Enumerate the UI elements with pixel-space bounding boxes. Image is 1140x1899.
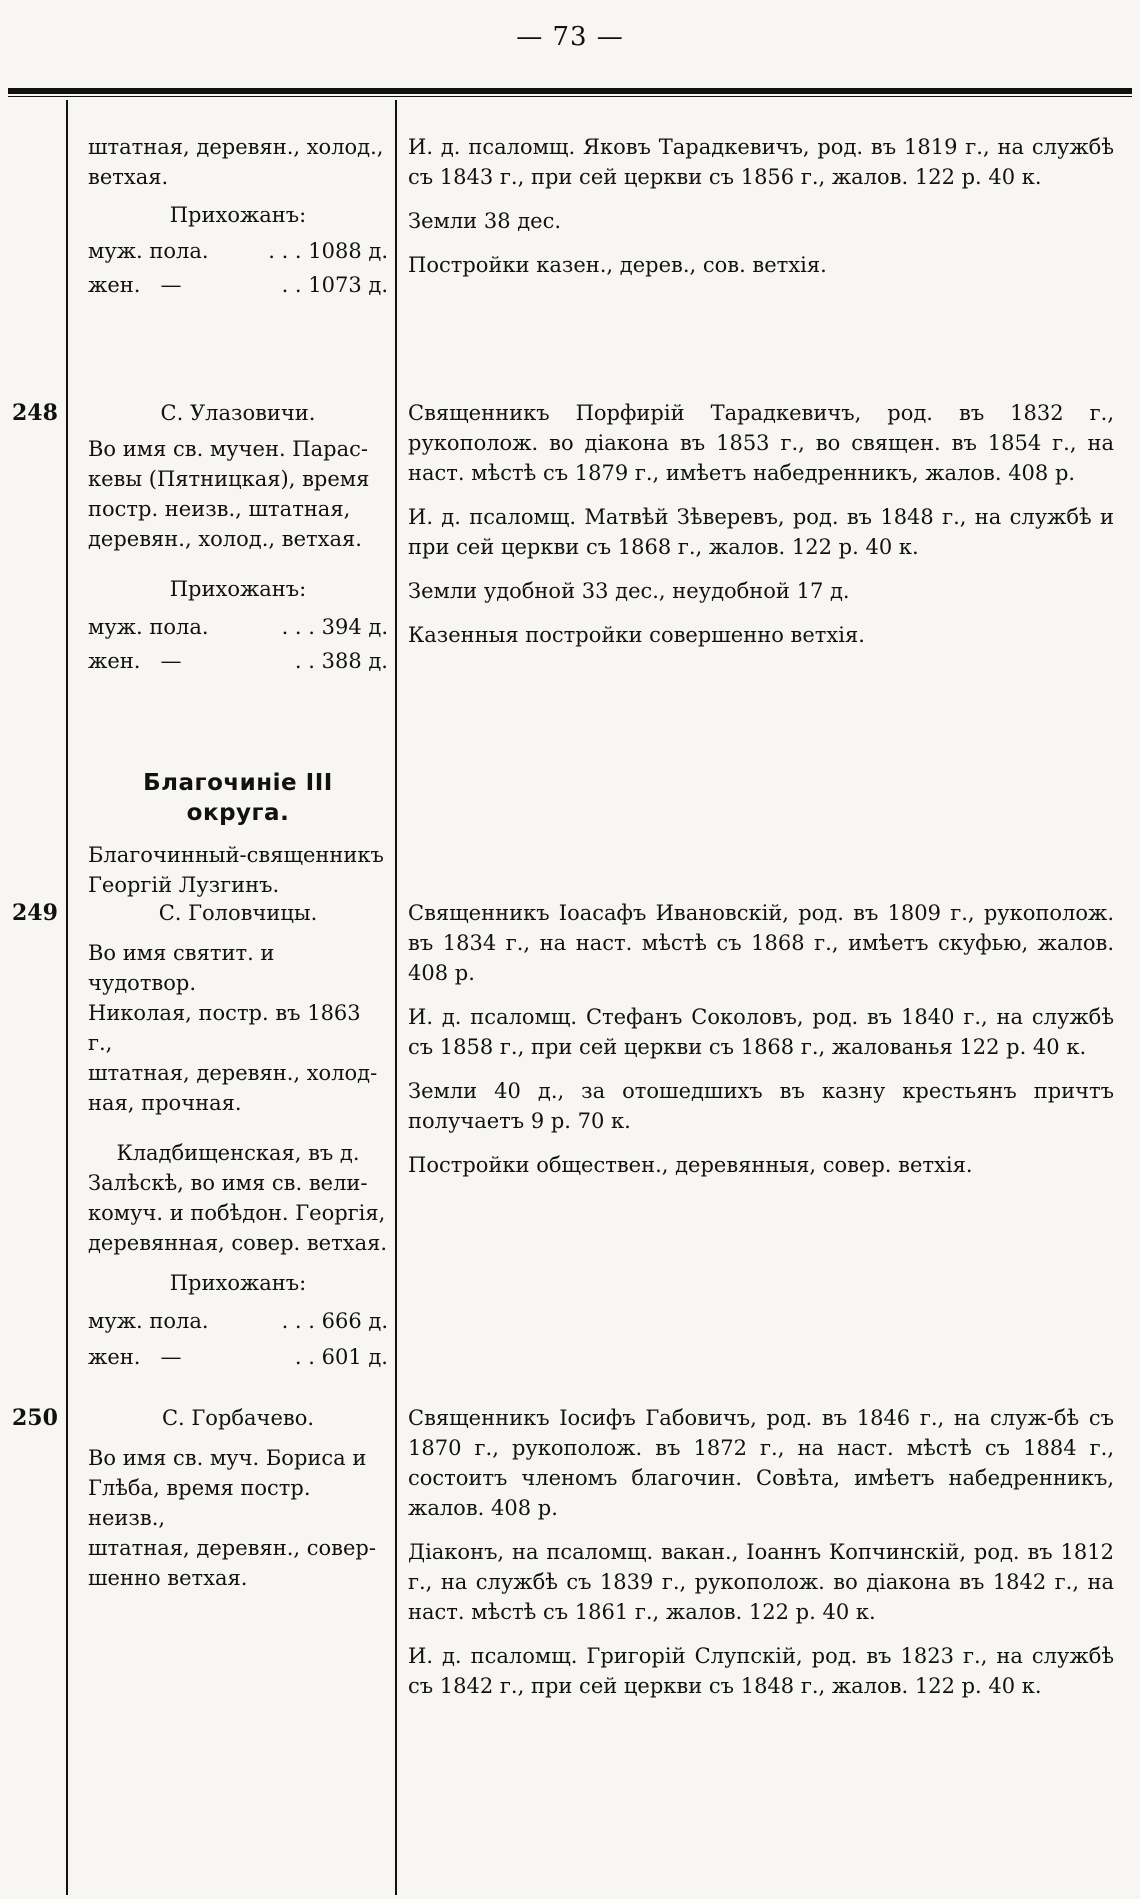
church-desc-line: постр. неизв., штатная,	[88, 497, 351, 521]
male-count-row	[88, 1306, 388, 1336]
female-label: жен. —	[88, 273, 182, 297]
church-desc-line: Во имя св. мучен. Парас-	[88, 437, 368, 461]
parish-continuation	[88, 132, 388, 300]
clergy-entry: И. д. псаломщ. Матвѣй Зѣверевъ, род. въ 1848 г., на службѣ и при сей церкви съ 1868 г., жалов. 122 р. 40 к.	[408, 505, 1114, 559]
male-label: муж. пола.	[88, 615, 209, 639]
land-entry: Земли 40 д., за отошедшихъ въ казну крестьянъ причтъ получаетъ 9 р. 70 к.	[408, 1079, 1114, 1133]
female-count-row	[88, 270, 388, 300]
land-entry: Земли 38 дес.	[408, 209, 562, 233]
female-count: . . 1073 д.	[281, 273, 388, 297]
dean-line: Георгій Лузгинъ.	[88, 873, 280, 897]
male-count: . . . 666 д.	[281, 1309, 388, 1333]
female-label: жен. —	[88, 649, 182, 673]
female-count: . . 388 д.	[294, 649, 388, 673]
parish-250	[88, 1403, 388, 1593]
clergy-250	[408, 1403, 1114, 1701]
church-desc-line: ветхая.	[88, 165, 169, 189]
male-count: . . . 394 д.	[281, 615, 388, 639]
church-desc-line: деревян., холод., ветхая.	[88, 527, 362, 551]
parishioners-heading: Прихожанъ:	[169, 577, 307, 601]
parishioners-heading: Прихожанъ:	[169, 203, 307, 227]
clergy-entry: Діаконъ, на псаломщ. вакан., Іоаннъ Копчинскій, род. въ 1812 г., на службѣ съ 1839 г., рукополож. во діакона въ 1842 г., на наст. мѣстѣ съ 1861 г., жалов. 122 р. 40 к.	[408, 1540, 1114, 1624]
clergy-entry: Священникъ Іосифъ Габовичъ, род. въ 1846 г., на служ-бѣ съ 1870 г., рукополож. въ 1872 г., на наст. мѣстѣ съ 1884 г., состоитъ членомъ благочин. Совѣта, имѣетъ набедренникъ, жалов. 408 р.	[408, 1406, 1114, 1520]
male-count: . . . 1088 д.	[268, 239, 388, 263]
male-count-row	[88, 612, 388, 642]
entry-number-248: 248	[12, 400, 58, 426]
church-desc-line: Николая, постр. въ 1863 г.,	[88, 1001, 361, 1055]
church-desc-line: Во имя святит. и чудотвор.	[88, 941, 275, 995]
male-label: муж. пола.	[88, 1309, 209, 1333]
page-number: — 73 —	[516, 22, 624, 52]
clergy-248	[408, 398, 1114, 650]
village-title: С. Горбачево.	[161, 1406, 315, 1430]
parish-248	[88, 398, 388, 676]
deanery-heading: Благочиніе III округа.	[143, 770, 333, 826]
clergy-entry: И. д. псаломщ. Григорій Слупскій, род. въ 1823 г., на службѣ съ 1842 г., при сей церкви съ 1848 г., жалов. 122 р. 40 к.	[408, 1644, 1114, 1698]
church-desc-line: Глѣба, время постр. неизв.,	[88, 1476, 311, 1530]
clergy-entry: И. д. псаломщ. Яковъ Тарадкевичъ, род. въ 1819 г., на службѣ съ 1843 г., при сей церкви съ 1856 г., жалов. 122 р. 40 к.	[408, 135, 1114, 189]
church-desc-line: штатная, деревян., холод.,	[88, 135, 384, 159]
entry-number-249: 249	[12, 900, 58, 926]
village-title: С. Головчицы.	[158, 901, 318, 925]
dean-line: Благочинный-священникъ	[88, 843, 384, 867]
buildings-entry: Казенныя постройки совершенно ветхія.	[408, 623, 865, 647]
buildings-entry: Постройки обществен., деревянныя, совер. ветхія.	[408, 1153, 973, 1177]
clergy-entry: Священникъ Порфирій Тарадкевичъ, род. въ 1832 г., рукополож. во діакона въ 1853 г., во священ. въ 1854 г., на наст. мѣстѣ съ 1879 г., имѣетъ набедренникъ, жалов. 408 р.	[408, 401, 1114, 485]
cemetery-church-line: Кладбищенская, въ д.	[116, 1141, 360, 1165]
village-title: С. Улазовичи.	[160, 401, 316, 425]
parish-249	[88, 898, 388, 1372]
church-desc-line: штатная, деревян., холод-	[88, 1061, 378, 1085]
male-count-row	[88, 236, 388, 266]
cemetery-church-line: деревянная, совер. ветхая.	[88, 1231, 388, 1255]
clergy-continuation	[408, 132, 1114, 280]
church-desc-line: ная, прочная.	[88, 1091, 242, 1115]
church-desc-line: шенно ветхая.	[88, 1566, 248, 1590]
church-desc-line: кевы (Пятницкая), время	[88, 467, 370, 491]
middle-column-rule	[395, 100, 397, 1895]
female-label: жен. —	[88, 1345, 182, 1369]
cemetery-church-line: Залѣскѣ, во имя св. вели-	[88, 1171, 368, 1195]
parishioners-heading: Прихожанъ:	[169, 1271, 307, 1295]
entry-number-250: 250	[12, 1405, 58, 1431]
female-count-row	[88, 646, 388, 676]
buildings-entry: Постройки казен., дерев., сов. ветхія.	[408, 253, 827, 277]
clergy-entry: И. д. псаломщ. Стефанъ Соколовъ, род. въ 1840 г., на службѣ съ 1858 г., при сей церкви съ 1868 г., жалованья 122 р. 40 к.	[408, 1005, 1114, 1059]
left-column-rule	[66, 100, 68, 1895]
top-rule	[8, 88, 1132, 97]
deanery-block	[88, 768, 388, 900]
clergy-249	[408, 898, 1114, 1180]
cemetery-church-line: комуч. и побѣдон. Георгія,	[88, 1201, 386, 1225]
female-count-row	[88, 1342, 388, 1372]
clergy-entry: Священникъ Іоасафъ Ивановскій, род. въ 1809 г., рукополож. въ 1834 г., на наст. мѣстѣ съ 1868 г., имѣетъ скуфью, жалов. 408 р.	[408, 901, 1114, 985]
church-desc-line: Во имя св. муч. Бориса и	[88, 1446, 367, 1470]
land-entry: Земли удобной 33 дес., неудобной 17 д.	[408, 579, 850, 603]
male-label: муж. пола.	[88, 239, 209, 263]
female-count: . . 601 д.	[294, 1345, 388, 1369]
church-desc-line: штатная, деревян., совер-	[88, 1536, 376, 1560]
